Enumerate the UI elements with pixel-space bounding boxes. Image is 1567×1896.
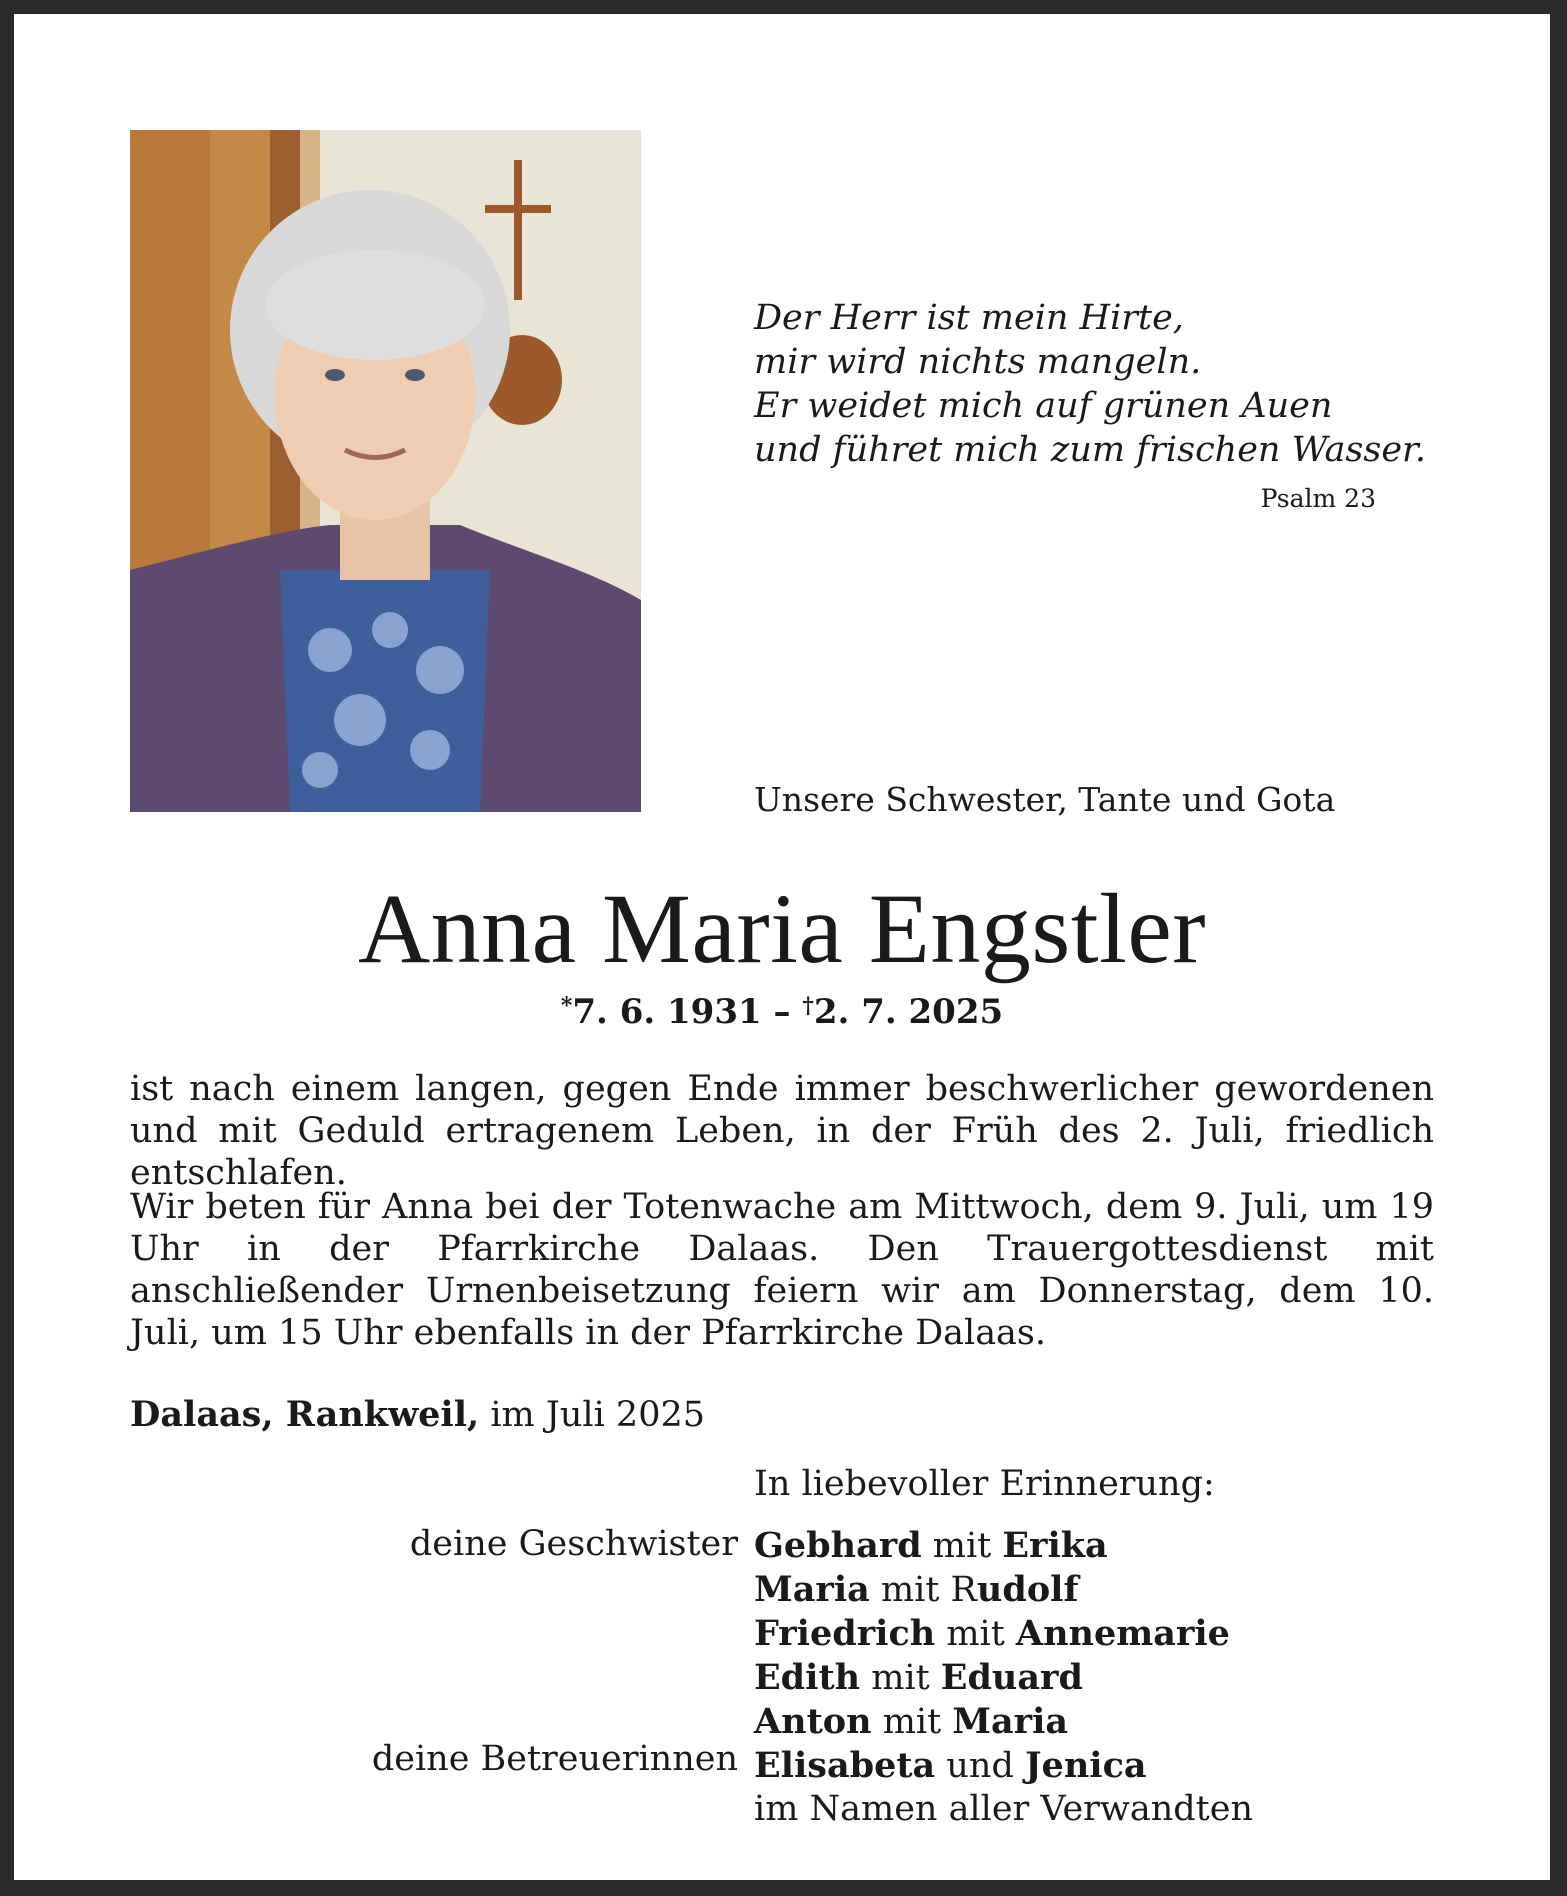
intro-line: Unsere Schwester, Tante und Gota <box>754 780 1336 819</box>
memory-heading: In liebevoller Erinnerung: <box>754 1464 1215 1504</box>
death-symbol: † <box>802 993 814 1019</box>
mourner-name: udolf <box>976 1569 1079 1610</box>
mourner-conjunction: mit <box>860 1658 941 1698</box>
mourner-name: Edith <box>754 1657 861 1698</box>
mourner-conjunction: mit <box>921 1526 1003 1566</box>
deceased-name: Anna Maria Engstler <box>357 873 1207 984</box>
mourner-row <box>754 1744 1253 1788</box>
mourner-name: Jenica <box>1025 1745 1147 1786</box>
mourner-conjunction: und <box>935 1746 1025 1786</box>
place-and-date <box>130 1394 705 1435</box>
psalm-source: Psalm 23 <box>1260 484 1376 513</box>
mourner-name: Gebhard <box>754 1525 922 1566</box>
portrait-photo <box>130 130 641 812</box>
mourner-row <box>754 1700 1253 1744</box>
mourner-conjunction: mit <box>935 1614 1016 1654</box>
birth-symbol: * <box>560 993 573 1019</box>
mourner-name: Anton <box>754 1701 872 1742</box>
psalm-line: mir wird nichts mangeln. <box>754 342 1202 382</box>
mourner-row <box>754 1568 1253 1612</box>
place-names: Dalaas, Rankweil, <box>130 1394 480 1435</box>
obituary-page <box>14 14 1550 1880</box>
portrait-image <box>130 130 641 812</box>
mourner-row <box>754 1524 1253 1568</box>
psalm-quote <box>754 296 1427 472</box>
psalm-line: Er weidet mich auf grünen Auen <box>754 386 1333 426</box>
carers-label: deine Betreuerinnen <box>371 1739 738 1779</box>
life-dates <box>14 992 1550 1032</box>
announcement-paragraph: ist nach einem langen, gegen Ende immer beschwerlicher gewordenen und mit Geduld ertragenem Leben, in der Früh des 2. Juli, friedlich entschlafen. <box>130 1069 1434 1193</box>
psalm-line: und führet mich zum frischen Wasser. <box>754 430 1427 470</box>
siblings-label: deine Geschwister <box>409 1524 738 1564</box>
service-paragraph: Wir beten für Anna bei der Totenwache am Mittwoch, dem 9. Juli, um 19 Uhr in der Pfarrkirche Dalaas. Den Trauergottesdienst mit anschließender Urnenbeisetzung feiern wir am Donnerstag, dem 10. Juli, um 15 Uhr ebenfalls in der Pfarrkirche Dalaas. <box>130 1187 1434 1353</box>
date-separator: – <box>761 992 803 1032</box>
closing-line: im Namen aller Verwandten <box>754 1789 1253 1829</box>
mourner-name: Erika <box>1002 1525 1108 1566</box>
birth-date: 7. 6. 1931 <box>572 992 762 1032</box>
death-date: 2. 7. 2025 <box>813 992 1004 1032</box>
place-date: im Juli 2025 <box>479 1395 705 1435</box>
mourner-name: Maria <box>952 1701 1069 1742</box>
mourners-list <box>754 1524 1253 1831</box>
mourner-name: Friedrich <box>754 1613 936 1654</box>
mourner-conjunction: mit R <box>869 1570 977 1610</box>
mourner-row <box>754 1612 1253 1656</box>
mourner-name: Elisabeta <box>754 1745 936 1786</box>
psalm-line: Der Herr ist mein Hirte, <box>754 298 1184 338</box>
mourner-name: Maria <box>754 1569 870 1610</box>
mourner-conjunction: mit <box>871 1702 953 1742</box>
mourner-row <box>754 1656 1253 1700</box>
mourner-name: Eduard <box>940 1657 1083 1698</box>
mourner-name: Annemarie <box>1015 1613 1230 1654</box>
